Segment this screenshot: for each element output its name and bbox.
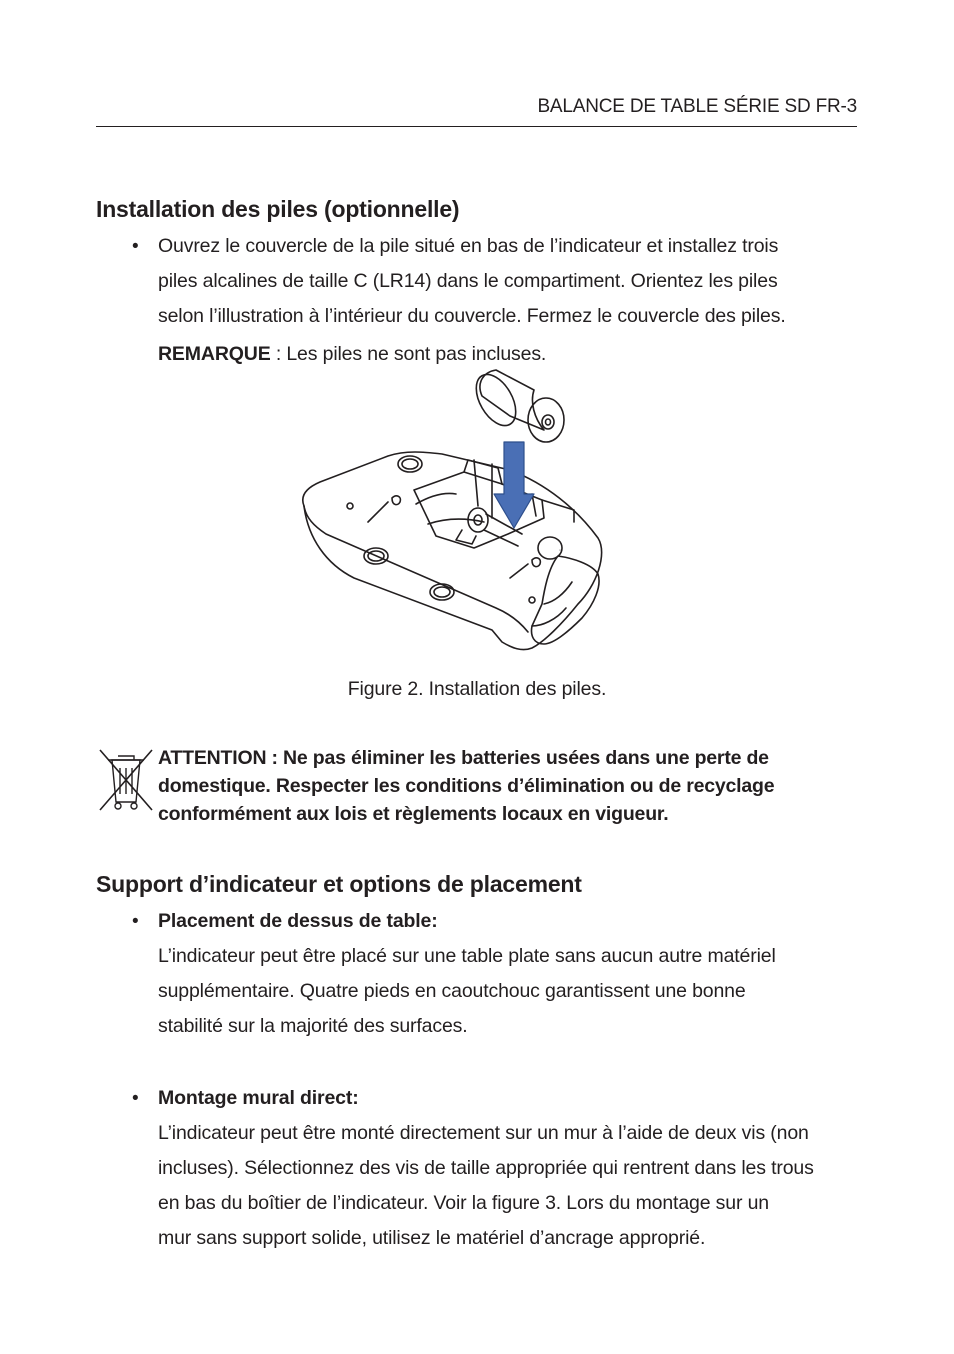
subsection-title: Montage mural direct: <box>158 1087 359 1109</box>
paragraph-line: supplémentaire. Quatre pieds en caoutchouc garantissent une bonne <box>158 980 746 1002</box>
battery-instructions-text <box>158 229 862 372</box>
running-header: BALANCE DE TABLE SÉRIE SD FR-3 <box>537 96 857 117</box>
battery-instructions-bullet <box>132 229 862 372</box>
note-line <box>158 337 862 372</box>
section-heading-battery-installation: Installation des piles (optionnelle) <box>96 196 460 222</box>
wall-mount-text <box>158 1081 862 1256</box>
battery-installation-illustration <box>296 368 632 658</box>
tabletop-placement-text <box>158 904 862 1044</box>
c-cell-battery <box>468 368 564 442</box>
note-text: : Les piles ne sont pas incluses. <box>270 343 547 365</box>
paragraph-line: mur sans support solide, utilisez le matériel d’ancrage approprié. <box>158 1227 706 1249</box>
paragraph-line: piles alcalines de taille C (LR14) dans le compartiment. Orientez les piles <box>158 270 778 292</box>
indicator-base <box>303 452 602 650</box>
keyhole-slot <box>510 558 540 578</box>
subsection-title: Placement de dessus de table: <box>158 910 438 932</box>
paragraph-line: incluses). Sélectionnez des vis de taille appropriée qui rentrent dans les trous <box>158 1157 814 1179</box>
paragraph-line: en bas du boîtier de l’indicateur. Voir la figure 3. Lors du montage sur un <box>158 1192 769 1214</box>
paragraph-line: Ouvrez le couvercle de la pile situé en bas de l’indicateur et installez trois <box>158 235 779 257</box>
warning-line: domestique. Respecter les conditions d’élimination ou de recyclage <box>158 775 775 797</box>
paragraph-line: selon l’illustration à l’intérieur du couvercle. Fermez le couvercle des piles. <box>158 305 786 327</box>
wall-mount-bullet <box>132 1081 862 1256</box>
section-heading-indicator-support: Support d’indicateur et options de placement <box>96 871 582 897</box>
crossed-out-wheelie-bin-icon <box>96 746 156 814</box>
paragraph-line: stabilité sur la majorité des surfaces. <box>158 1015 468 1037</box>
bullet-symbol: • <box>132 236 139 257</box>
bullet-symbol: • <box>132 1088 139 1109</box>
paragraph-line: L’indicateur peut être placé sur une table plate sans aucun autre matériel <box>158 945 776 967</box>
indicator-end-cap <box>532 556 600 644</box>
warning-line: ATTENTION : Ne pas éliminer les batteries usées dans une perte de <box>158 747 769 769</box>
paragraph-line: L’indicateur peut être monté directement sur un mur à l’aide de deux vis (non <box>158 1122 809 1144</box>
warning-line: conformément aux lois et règlements locaux en vigueur. <box>158 803 669 825</box>
insertion-arrow <box>494 442 534 528</box>
figure-caption: Figure 2. Installation des piles. <box>347 678 607 700</box>
battery-disposal-warning <box>158 744 858 828</box>
bullet-symbol: • <box>132 911 139 932</box>
tabletop-placement-bullet <box>132 904 862 1044</box>
header-rule <box>96 126 857 127</box>
note-label: REMARQUE <box>158 343 271 365</box>
keyhole-slot <box>368 496 400 522</box>
